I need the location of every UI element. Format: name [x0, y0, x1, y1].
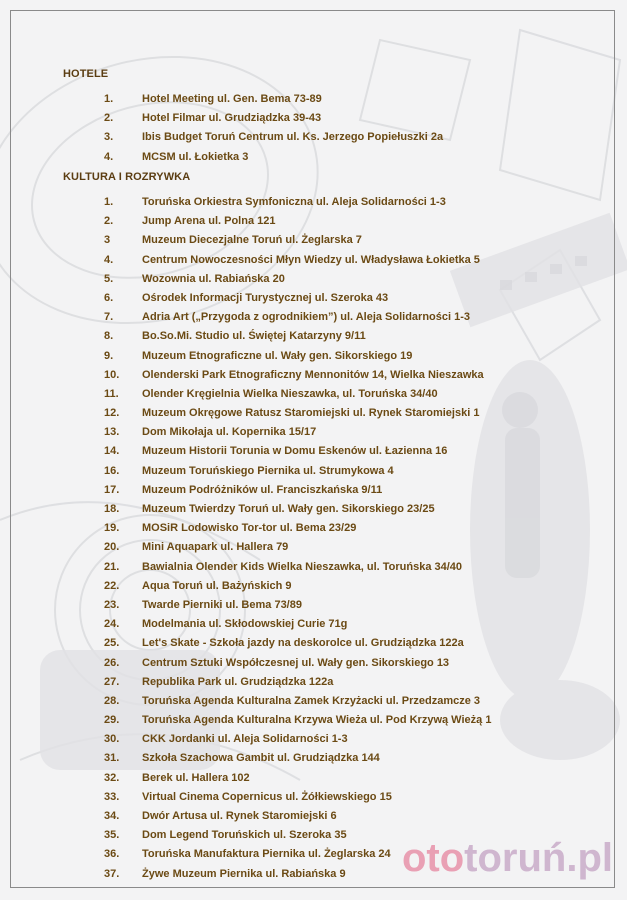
item-text: Wozownia ul. Rabiańska 20 [142, 272, 285, 285]
item-number: 4. [104, 150, 114, 163]
item-text: Let's Skate - Szkoła jazdy na deskorolce ul. Grudziądzka 122a [142, 637, 464, 650]
item-number: 3. [104, 131, 114, 144]
item-text: Hotel Meeting ul. Gen. Bema 73-89 [142, 93, 322, 105]
item-text: Toruńska Orkiestra Symfoniczna ul. Aleja Solidarności 1-3 [142, 196, 446, 208]
item-text: Bawialnia Olender Kids Wielka Nieszawka, ul. Toruńska 34/40 [142, 560, 463, 573]
item-number: 12. [104, 407, 120, 420]
item-text: Ośrodek Informacji Turystycznej ul. Szeroka 43 [142, 291, 389, 304]
logo-part-oto: oto [401, 836, 465, 880]
item-number: 1. [104, 196, 114, 208]
item-number: 5. [104, 272, 114, 285]
item-number: 29. [104, 714, 120, 727]
item-text: Toruńska Agenda Kulturalna Zamek Krzyżacki ul. Przedzamcze 3 [142, 694, 481, 707]
item-text: Szkoła Szachowa Gambit ul. Grudziądzka 144 [142, 752, 380, 765]
item-text: Dwór Artusa ul. Rynek Staromiejski 6 [142, 810, 337, 822]
item-text: Ibis Budget Toruń Centrum ul. Ks. Jerzego Popiełuszki 2a [142, 131, 444, 144]
item-text: Jump Arena ul. Polna 121 [142, 215, 276, 228]
item-number: 34. [104, 810, 120, 822]
item-text: Aqua Toruń ul. Bażyńskich 9 [142, 579, 292, 592]
item-number: 2. [104, 215, 114, 228]
item-text: Republika Park ul. Grudziądzka 122a [142, 675, 334, 688]
item-number: 19. [104, 522, 120, 535]
item-number: 13. [104, 426, 120, 439]
item-text: Hotel Filmar ul. Grudziądzka 39-43 [142, 112, 322, 125]
item-number: 21. [104, 560, 120, 573]
item-number: 7. [104, 311, 114, 324]
item-text: MCSM ul. Łokietka 3 [142, 150, 249, 163]
item-text: Adria Art („Przygoda z ogrodnikiem”) ul. Aleja Solidarności 1-3 [142, 311, 471, 324]
item-number: 23. [104, 598, 120, 611]
item-text: Bo.So.Mi. Studio ul. Świętej Katarzyny 9/11 [142, 330, 366, 343]
item-number: 35. [104, 829, 120, 842]
item-text: Muzeum Toruńskiego Piernika ul. Strumykowa 4 [142, 464, 394, 477]
item-text: Muzeum Diecezjalne Toruń ul. Żeglarska 7 [142, 234, 362, 247]
item-text: Toruńska Manufaktura Piernika ul. Żeglarska 24 [142, 848, 391, 861]
item-number: 2. [104, 112, 114, 125]
item-text: Muzeum Etnograficzne ul. Wały gen. Sikorskiego 19 [142, 349, 413, 362]
item-number: 37. [104, 867, 120, 880]
item-number: 17. [104, 483, 120, 496]
item-text: CKK Jordanki ul. Aleja Solidarności 1-3 [142, 733, 348, 746]
item-text: Centrum Sztuki Współczesnej ul. Wały gen. Sikorskiego 13 [142, 656, 450, 669]
item-text: MOSiR Lodowisko Tor-tor ul. Bema 23/29 [142, 522, 357, 535]
item-number: 18. [104, 503, 120, 515]
item-text: Berek ul. Hallera 102 [142, 771, 250, 784]
item-text: Centrum Nowoczesności Młyn Wiedzy ul. Władysława Łokietka 5 [142, 253, 480, 266]
item-number: 31. [104, 752, 120, 765]
item-number: 22. [104, 579, 120, 592]
item-number: 9. [104, 349, 114, 362]
item-number: 3 [104, 234, 111, 247]
item-text: Muzeum Podróżników ul. Franciszkańska 9/11 [142, 483, 383, 496]
item-number: 24. [104, 618, 120, 631]
item-number: 33. [104, 790, 120, 803]
item-text: Virtual Cinema Copernicus ul. Żółkiewskiego 15 [142, 790, 392, 803]
item-number: 10. [104, 368, 120, 381]
item-text: Dom Mikołaja ul. Kopernika 15/17 [142, 426, 317, 439]
item-number: 36. [104, 848, 120, 861]
item-text: Muzeum Historii Torunia w Domu Eskenów ul. Łazienna 16 [142, 445, 448, 458]
item-text: Mini Aquapark ul. Hallera 79 [142, 541, 289, 554]
item-text: Muzeum Twierdzy Toruń ul. Wały gen. Sikorskiego 23/25 [142, 503, 435, 515]
ototorun-logo [402, 836, 613, 881]
item-number: 20. [104, 541, 120, 554]
item-number: 28. [104, 694, 120, 707]
item-text: Żywe Muzeum Piernika ul. Rabiańska 9 [142, 867, 346, 880]
logo-part-torun: toruń.pl [464, 836, 613, 880]
item-number: 27. [104, 675, 120, 688]
item-number: 16. [104, 464, 120, 477]
hotels-heading: HOTELE [63, 68, 109, 80]
item-number: 30. [104, 733, 120, 746]
item-text: Olender Kręgielnia Wielka Nieszawka, ul. Toruńska 34/40 [142, 387, 438, 400]
item-text: Modelmania ul. Skłodowskiej Curie 71g [142, 618, 348, 631]
item-number: 11. [104, 387, 119, 400]
item-number: 4. [104, 253, 114, 266]
item-text: Twarde Pierniki ul. Bema 73/89 [142, 598, 302, 611]
item-number: 14. [104, 445, 120, 458]
item-number: 25. [104, 637, 120, 650]
item-text: Muzeum Okręgowe Ratusz Staromiejski ul. Rynek Staromiejski 1 [142, 407, 480, 420]
item-text: Dom Legend Toruńskich ul. Szeroka 35 [142, 829, 347, 842]
item-text: Olenderski Park Etnograficzny Mennonitów 14, Wielka Nieszawka [142, 368, 484, 381]
item-text: Toruńska Agenda Kulturalna Krzywa Wieża ul. Pod Krzywą Wieżą 1 [142, 714, 492, 727]
item-number: 6. [104, 291, 114, 304]
culture-heading: KULTURA I ROZRYWKA [63, 171, 191, 183]
item-number: 8. [104, 330, 114, 343]
item-number: 26. [104, 656, 120, 669]
item-number: 32. [104, 771, 120, 784]
item-number: 1. [104, 93, 114, 105]
